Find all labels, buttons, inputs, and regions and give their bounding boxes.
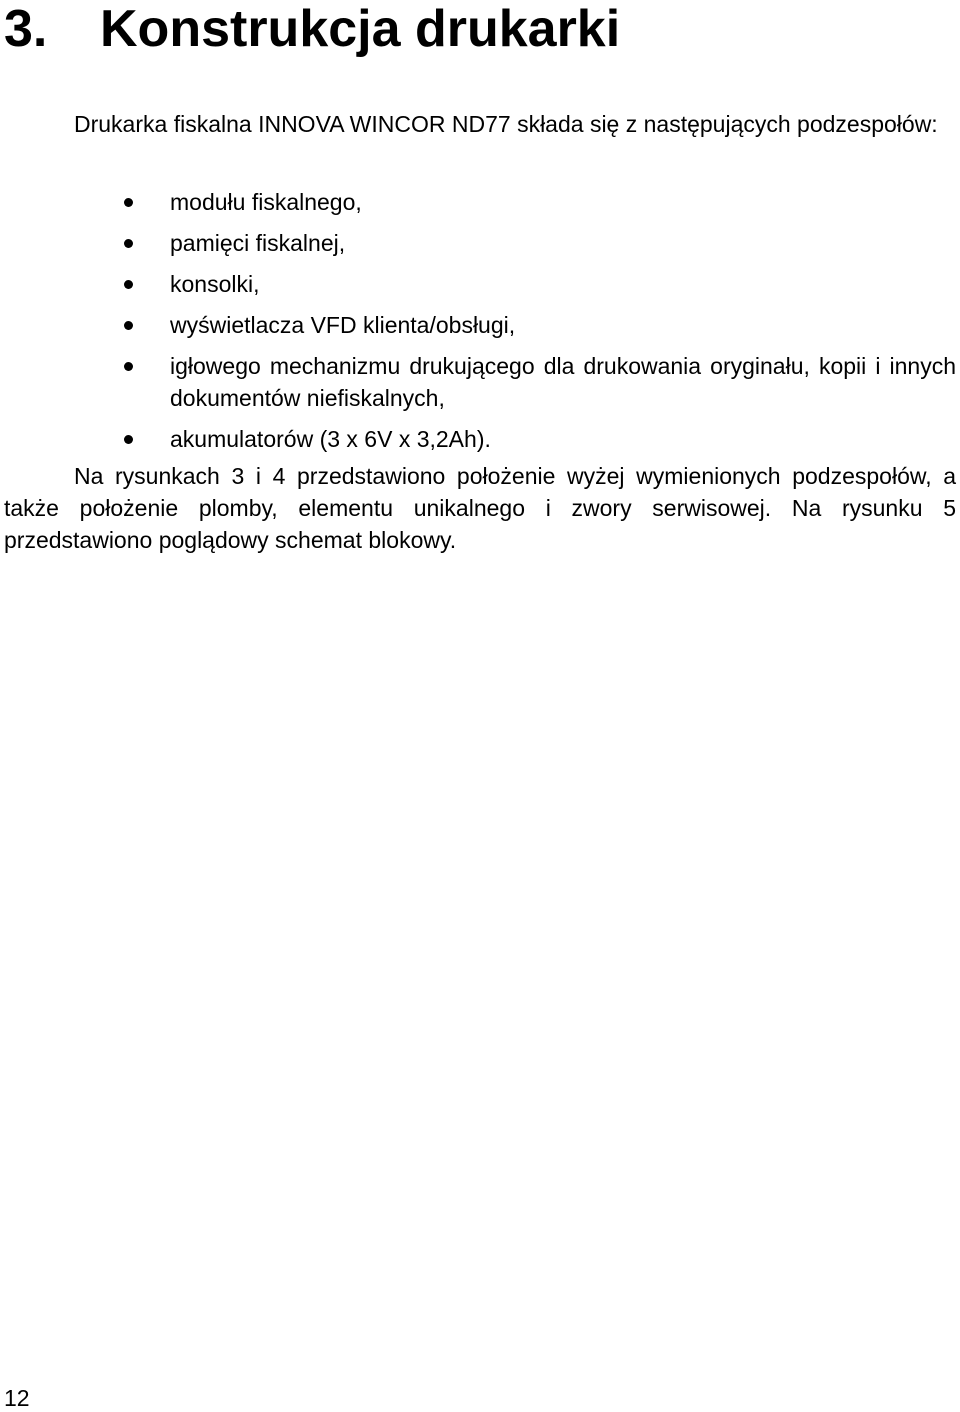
list-item-text: modułu fiskalnego, [170,189,362,215]
bullet-icon [124,321,133,330]
list-item-text: akumulatorów (3 x 6V x 3,2Ah). [170,426,491,452]
section-title: Konstrukcja drukarki [100,0,621,58]
bullet-icon [124,198,133,207]
list-item [0,186,960,218]
section-heading [4,0,620,60]
list-item [0,227,960,259]
list-item-text: wyświetlacza VFD klienta/obsługi, [170,312,516,338]
bullet-icon [124,435,133,444]
list-item [0,350,960,414]
bullet-icon [124,362,133,371]
list-item [0,309,960,341]
bullet-icon [124,239,133,248]
list-item [0,268,960,300]
list-item-text: igłowego mechanizmu drukującego dla drukowania oryginału, kopii i innych dokumentów niefiskalnych, [170,353,956,411]
bullet-icon [124,280,133,289]
section-number: 3. [4,0,48,58]
list-item-text: pamięci fiskalnej, [170,230,346,256]
closing-paragraph: Na rysunkach 3 i 4 przedstawiono położenie wyżej wymienionych podzespołów, a także położenie plomby, elementu unikalnego i zwory serwisowej. Na rysunku 5 przedstawiono poglądowy schemat blokowy. [4,463,956,553]
component-list [0,186,960,464]
list-item [0,423,960,455]
list-item-text: konsolki, [170,271,260,297]
intro-paragraph: Drukarka fiskalna INNOVA WINCOR ND77 składa się z następujących podzespołów: [74,111,938,137]
page-number: 12 [4,1385,30,1411]
